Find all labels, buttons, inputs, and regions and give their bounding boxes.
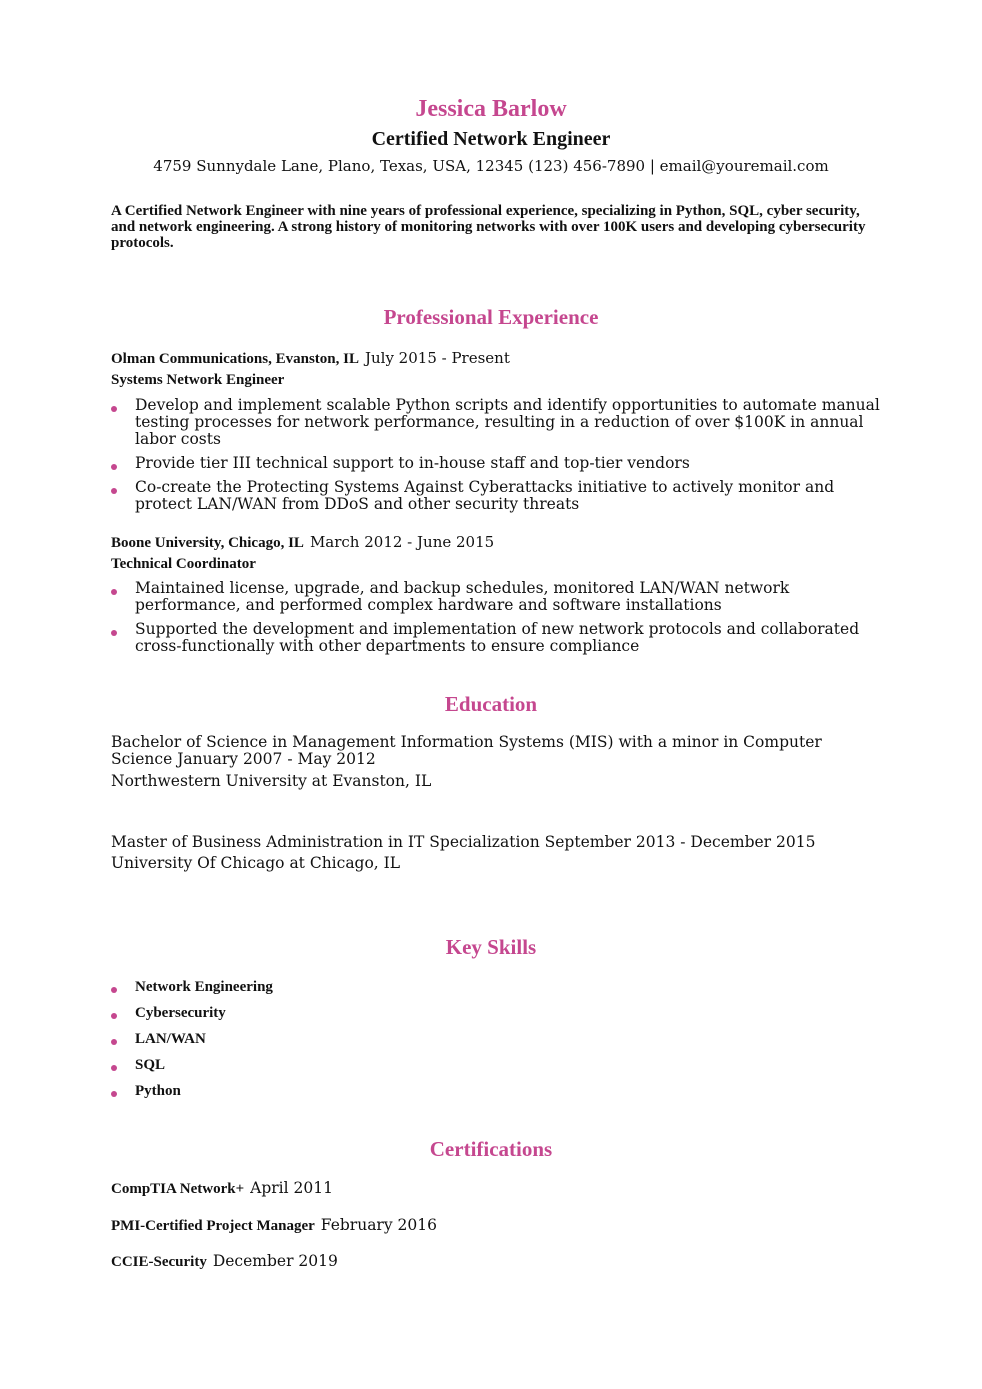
list-item <box>111 621 881 656</box>
skill-item: Python <box>135 1083 181 1099</box>
job-dates: July 2015 - Present <box>364 349 510 367</box>
list-item <box>111 397 881 449</box>
list-item <box>111 479 881 514</box>
job-role: Technical Coordinator <box>111 556 256 572</box>
skill-item: Cybersecurity <box>135 1005 226 1021</box>
bullet-text: Co-create the Protecting Systems Against Cyberattacks initiative to actively monitor and protect LAN/WAN from DDoS and other security threats <box>135 478 835 513</box>
school-line: Northwestern University at Evanston, IL <box>111 772 432 790</box>
bullet-dot-icon <box>111 1013 117 1019</box>
degree-line: Bachelor of Science in Management Information Systems (MIS) with a minor in Computer Science January 2007 - May 2012 <box>111 733 822 768</box>
certification-item <box>111 1215 437 1235</box>
contact-info: 4759 Sunnydale Lane, Plano, Texas, USA, 12345 (123) 456-7890 | email@youremail.com <box>153 157 829 175</box>
bullet-dot-icon <box>111 1039 117 1045</box>
skill-item: LAN/WAN <box>135 1031 206 1047</box>
job-header <box>111 532 494 552</box>
experience-heading: Professional Experience <box>383 305 599 329</box>
certification-date: February 2016 <box>320 1216 437 1234</box>
bullet-dot-icon <box>111 630 117 636</box>
skill-item: SQL <box>135 1057 166 1073</box>
list-item <box>111 455 881 473</box>
job-dates: March 2012 - June 2015 <box>309 533 495 551</box>
certification-date: April 2011 <box>250 1179 333 1197</box>
bullet-text: Supported the development and implementation of new network protocols and collaborated cross-functionally with other departments to ensure compliance <box>135 620 860 655</box>
education-entry <box>111 734 871 791</box>
job-role: Systems Network Engineer <box>111 372 285 388</box>
job-employer: Boone University, Chicago, IL <box>111 535 304 551</box>
bullet-dot-icon <box>111 1065 117 1071</box>
bullet-text: Maintained license, upgrade, and backup schedules, monitored LAN/WAN network performance, and performed complex hardware and software installations <box>135 579 790 614</box>
bullet-dot-icon <box>111 488 117 494</box>
skills-heading: Key Skills <box>445 935 537 959</box>
skill-item: Network Engineering <box>135 979 273 995</box>
bullet-dot-icon <box>111 464 117 470</box>
education-heading: Education <box>444 692 538 716</box>
certification-item <box>111 1178 333 1198</box>
certification-date: December 2019 <box>212 1252 338 1270</box>
certification-name: PMI-Certified Project Manager <box>111 1218 315 1234</box>
bullet-text: Develop and implement scalable Python scripts and identify opportunities to automate manual testing processes for network performance, resulting in a reduction of over $100K in annual labor costs <box>135 396 880 448</box>
certification-name: CompTIA Network+ <box>111 1181 245 1197</box>
bullet-dot-icon <box>111 589 117 595</box>
bullet-text: Provide tier III technical support to in-house staff and top-tier vendors <box>135 454 690 472</box>
bullet-dot-icon <box>111 1091 117 1097</box>
school-line: University Of Chicago at Chicago, IL <box>111 854 401 872</box>
summary: A Certified Network Engineer with nine years of professional experience, specializing in Python, SQL, cyber security, and network engineering. A strong history of monitoring networks with over 100K users and developing cybersecurity protocols. <box>111 203 866 251</box>
list-item <box>111 580 881 615</box>
certifications-heading: Certifications <box>429 1137 553 1161</box>
job-employer: Olman Communications, Evanston, IL <box>111 351 359 367</box>
bullet-dot-icon <box>111 987 117 993</box>
education-entry <box>111 833 871 873</box>
bullet-dot-icon <box>111 406 117 412</box>
candidate-name: Jessica Barlow <box>415 96 567 122</box>
degree-line: Master of Business Administration in IT Specialization September 2013 - December 2015 <box>111 833 816 851</box>
job-header <box>111 348 510 368</box>
candidate-title: Certified Network Engineer <box>371 128 611 150</box>
certification-name: CCIE-Security <box>111 1254 207 1270</box>
certification-item <box>111 1251 338 1271</box>
